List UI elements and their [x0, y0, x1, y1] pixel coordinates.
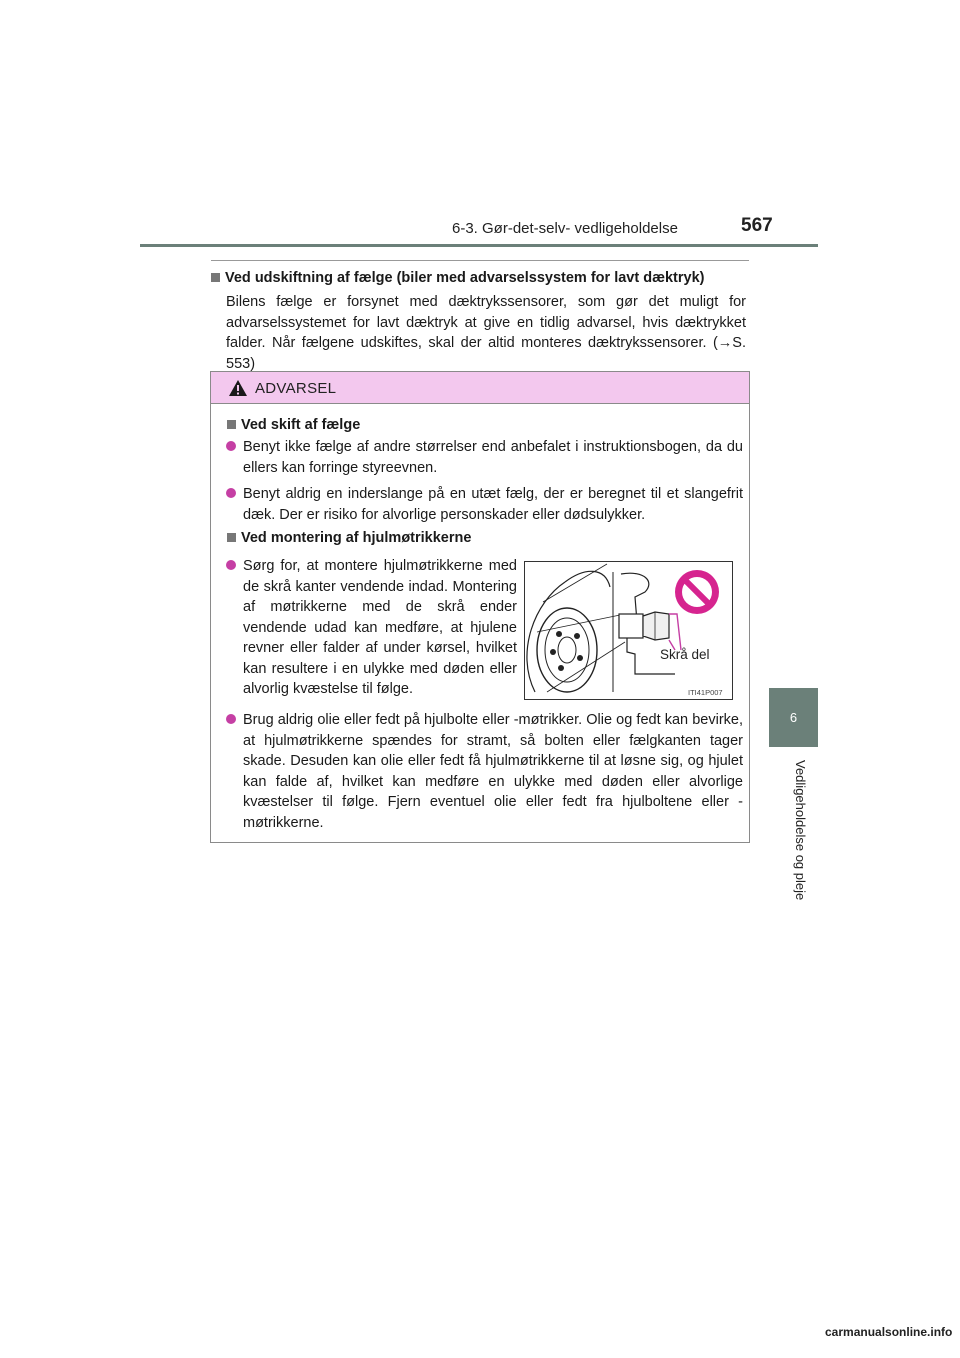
- bullet-text: Brug aldrig olie eller fedt på hjulbolte eller -møtrikker. Olie og fedt kan bevirke, at hjulmøtrikkerne spændes for stramt, så bolten eller fælgkanten tager skade. Desuden kan olie eller fedt få hjulmøtrikkerne til at løsne sig, og hjulet kan falde af, hvilket kan medføre en ulykke med døden eller alvorlige kvæstelser til følge. Fjern eventuel olie eller fedt fra hjulboltene eller -møtrikkerne.: [243, 712, 743, 831]
- prohibition-icon: [675, 570, 719, 614]
- figure-code: ITI41P007: [688, 688, 723, 697]
- warning-title: ADVARSEL: [255, 380, 337, 397]
- bullet-text: Benyt ikke fælge af andre størrelser end anbefalet i instruktionsbogen, da du ellers kan forringe styreevnen.: [243, 439, 743, 476]
- page-number: 567: [741, 215, 773, 236]
- figure-label: Skrå del: [660, 647, 710, 662]
- section-heading: [211, 270, 704, 286]
- wheel-nut-illustration: [525, 562, 732, 699]
- warning-header: [211, 372, 749, 404]
- section-heading-text: Ved udskiftning af fælge (biler med advarselssystem for lavt dæktryk): [225, 270, 705, 286]
- round-bullet-icon: [226, 488, 236, 498]
- round-bullet-icon: [226, 714, 236, 724]
- chapter-tab[interactable]: [769, 688, 818, 747]
- wheel-nut-figure: [524, 561, 733, 700]
- chapter-label: Vedligeholdelse og pleje: [793, 760, 808, 901]
- warning-triangle-icon: [228, 379, 248, 397]
- section-intro: Bilens fælge er forsynet med dæktrykssensorer, som gør det muligt for advarselssystemet for lavt dæktryk at give en tidlig advarsel, hvis dæktrykket falder. Når fælgene udskiftes, skal der altid monteres dæktrykssensorer. (→S. 553): [226, 294, 746, 372]
- warning-group1-heading: [227, 417, 360, 433]
- round-bullet-icon: [226, 560, 236, 570]
- square-bullet-icon: [227, 533, 236, 542]
- square-bullet-icon: [227, 420, 236, 429]
- warning-group2-bullet-1: [226, 556, 517, 700]
- square-bullet-icon: [211, 273, 220, 282]
- round-bullet-icon: [226, 441, 236, 451]
- header-rule: [140, 244, 818, 247]
- header-section-title: 6-3. Gør-det-selv- vedligeholdelse: [452, 220, 678, 237]
- warning-group1-bullet-2: [226, 484, 743, 525]
- section-rule: [211, 260, 749, 261]
- group1-heading-text: Ved skift af fælge: [241, 417, 361, 433]
- bullet-text: Sørg for, at montere hjulmøtrikkerne med de skrå kanter vendende indad. Montering af møtrikkerne med de skrå ender vendende udad kan medføre, at hjulene revner eller falder af under kørsel, hvilket kan resultere i en ulykke med døden eller alvorlig kvæstelse til følge.: [243, 558, 517, 697]
- warning-group1-bullet-1: [226, 437, 743, 478]
- warning-group2-bullet-2: [226, 710, 743, 833]
- bullet-text: Benyt aldrig en inderslange på en utæt fælg, der er beregnet til et slangefrit dæk. Der er risiko for alvorlige personskader eller dødsulykker.: [243, 486, 743, 523]
- chapter-number: 6: [789, 710, 798, 725]
- group2-heading-text: Ved montering af hjulmøtrikkerne: [241, 530, 472, 546]
- warning-group2-heading: [227, 530, 471, 546]
- footer-watermark[interactable]: carmanualsonline.info: [825, 1325, 953, 1339]
